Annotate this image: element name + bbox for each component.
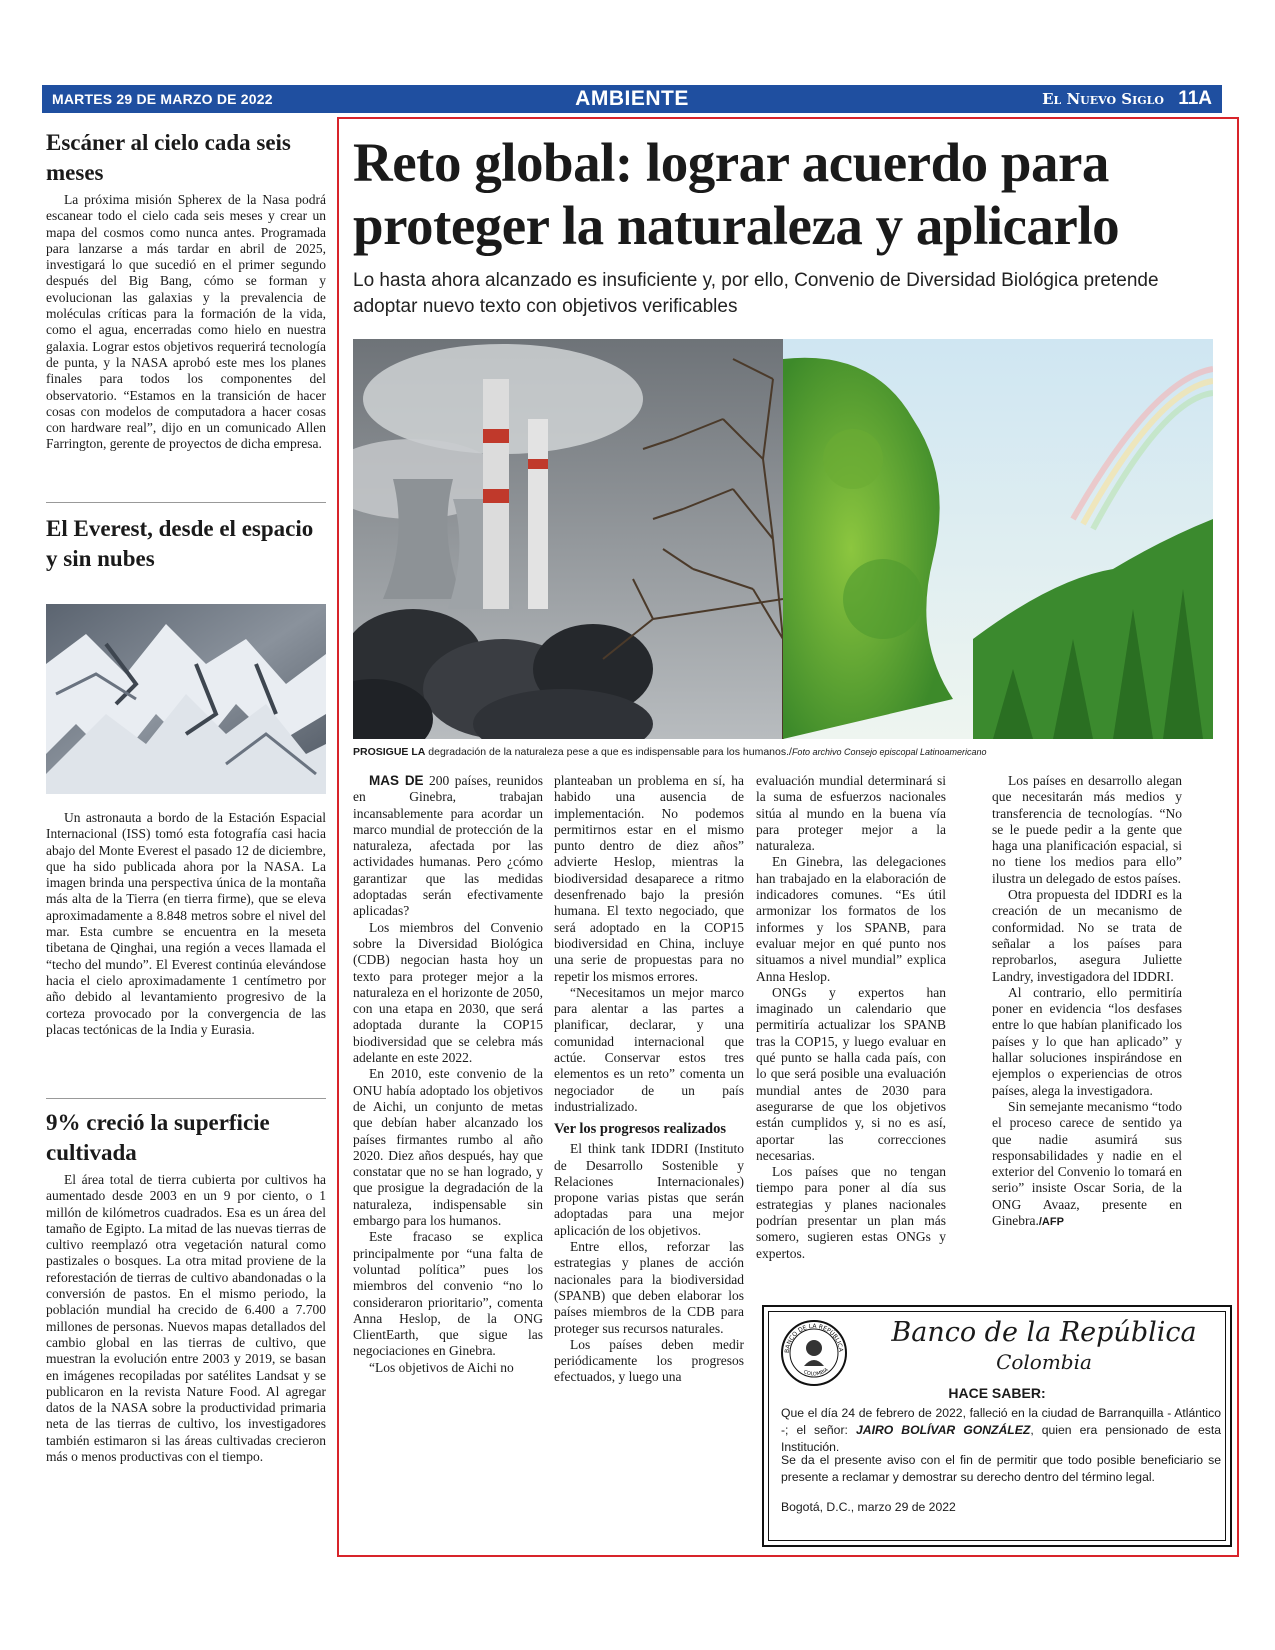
caption-lead: PROSIGUE LA xyxy=(353,746,426,758)
article-paragraph: Los países que no tengan tiempo para poner al día sus estrategias y planes nacionales podrían presentar un plan más somero, sugieren estas ONGs y expertos. xyxy=(756,1164,946,1261)
article-paragraph: ONGs y expertos han imaginado un calendario que permitiría actualizar los SPANB tras la COP15, y luego evaluar en qué punto se halla cada país, con lo que será posible una evaluación mundial antes de 2030 para asegurarse de que los objetivos están cumplidos y, si no es así, aportar las correcciones necesarias. xyxy=(756,984,946,1163)
article-headline: Reto global: lograr acuerdo para proteger la naturaleza y aplicarlo xyxy=(353,132,1120,256)
caption-text: degradación de la naturaleza pese a que es indispensable para los humanos./ xyxy=(428,746,792,758)
article-paragraph: evaluación mundial determinará si la suma de esfuerzos nacionales sitúa al mundo en la buena vía para proteger mejor a la naturaleza. xyxy=(756,773,946,854)
article-paragraph: Este fracaso se explica principalmente por “una falta de voluntad política” pues los miembros del convenio “no lo consideraron prioritario”, comenta Anna Heslop, de la ONG ClientEarth, que sigue las negociaciones en Ginebra. xyxy=(353,1229,543,1359)
article-column-4 xyxy=(992,773,1182,1230)
article-paragraph: Los países en desarrollo alegan que necesitarán más medios y transferencia de tecnologías. “No se le puede pedir a la gente que haga una planificación espacial, si no tiene los medios para ello” ilustra un delegado de estos países. xyxy=(992,773,1182,886)
article-paragraph: “Necesitamos un mejor marco para alentar a las partes a planificar, declarar, y una comunidad internacional que actúe. Conservar estos tres elementos es un reto” comenta un negociador de un país industrializado. xyxy=(554,984,744,1114)
notice-date: Bogotá, D.C., marzo 29 de 2022 xyxy=(781,1500,956,1514)
article-paragraph: Entre ellos, reforzar las estrategias y planes de acción nacionales para la biodiversidad (SPANB) que deben elaborar los países miembros de la CDB para proteger sus recursos naturales. xyxy=(554,1239,744,1336)
bank-country: Colombia xyxy=(996,1350,1092,1374)
everest-photo xyxy=(46,604,326,794)
article-subhead: Ver los progresos realizados xyxy=(554,1121,726,1138)
bank-notice xyxy=(762,1305,1232,1547)
deceased-name: JAIRO BOLÍVAR GONZÁLEZ xyxy=(855,1423,1031,1437)
page-header xyxy=(42,85,1222,113)
notice-paragraph: Que el día 24 de febrero de 2022, falleció en la ciudad de Barranquilla - Atlántico -; el señor: JAIRO BOLÍVAR GONZÁLEZ, quien era pensionado de esta Institución. xyxy=(781,1406,1222,1454)
article-deck: Lo hasta ahora alcanzado es insuficiente y, por ello, Convenio de Diversidad Biológica pretende adoptar nuevo texto con objetivos verificables xyxy=(353,270,1159,317)
article-column-3 xyxy=(756,773,946,1262)
notice-heading: HACE SABER: xyxy=(948,1385,1046,1401)
sidebar-story3-title: 9% creció la superficie cultivada xyxy=(46,1110,270,1165)
notice-border xyxy=(768,1311,1226,1541)
notice-paragraph: Se da el presente aviso con el fin de permitir que todo posible beneficiario se presente a reclamar y demostrar su derecho dentro del término legal. xyxy=(781,1453,1221,1484)
sidebar-story2-title: El Everest, desde el espacio y sin nubes xyxy=(46,516,314,571)
sidebar-story3-body: El área total de tierra cubierta por cultivos ha aumentado desde 2003 en un 9 por ciento, o 1 millón de kilómetros cuadrados. Esa es un área del tamaño de Egipto. La mitad de las nuevas tierras de cultivo reemplazó otra vegetación natural como pastizales o bosques. La otra mitad proviene de la reforestación de tierras de cultivo abandonadas o la conversión de pastos. En el mismo periodo, la población mundial ha crecido de 6.400 a 7.700 millones de personas. Nuevos mapas detallados del cambio global en las tierras de cultivo, que muestran la evolución entre 2003 y 2019, se basan en imágenes recopiladas por satélites Landsat y se publicaron en la revista Nature Food. Al agregar datos de la NASA sobre la productividad primaria neta de las tierras de cultivo, los investigadores también estimaron si las áreas cultivadas crecieron más o menos productivas con el tiempo. xyxy=(46,1172,326,1465)
article-paragraph: planteaban un problema en sí, ha habido una ausencia de implementación. No podemos permitirnos estar en el mismo punto dentro de diez años” advierte Heslop, mientras la biodiversidad desaparece a ritmo desenfrenado bajo la presión humana. El texto negociado, que será adoptado en la COP15 biodiversidad en China, incluye una serie de propuestas para no repetir los mismos errores. xyxy=(554,773,744,984)
article-paragraph: Los países deben medir periódicamente los progresos efectuados, y luego una xyxy=(554,1336,744,1385)
caption-credit: Foto archivo Consejo episcopal Latinoamericano xyxy=(791,747,987,757)
article-paragraph: Al contrario, ello permitiría poner en evidencia “los desfases entre lo que habían planificado los países y lo que han aplicado” y hallar soluciones inspirándose en ejemplos o experiencias de otros países, alega la investigadora. xyxy=(992,984,1182,1098)
article-paragraph: En Ginebra, las delegaciones han trabajado en la elaboración de indicadores comunes. “Es útil armonizar los formatos de los informes y los SPANB, para evaluar mejor en qué punto nos situamos a nivel mundial” explica Anna Heslop. xyxy=(756,854,946,984)
main-illustration xyxy=(353,339,1213,739)
bank-seal-icon xyxy=(779,1318,849,1388)
article-paragraph: “Los objetivos de Aichi no xyxy=(369,1359,514,1375)
article-column-1 xyxy=(353,773,543,1376)
svg-text:COLOMBIA xyxy=(802,1367,830,1378)
article-paragraph: En 2010, este convenio de la ONU había adoptado los objetivos de Aichi, un conjunto de metas que debían haber alcanzado los países firmantes rumbo al año 2020. Diez años después, hay que constatar que no se han logrado, y que prosigue la degradación de la naturaleza, indispensable sin embargo para los humanos. xyxy=(353,1066,543,1229)
sidebar-story1-body: La próxima misión Spherex de la Nasa podrá escanear todo el cielo cada seis meses y crear un mapa del cosmos como nunca antes. Programada para lanzarse a más tardar en abril de 2025, investigará lo que sucedió en el primer segundo después del Big Bang, cómo se forman y evolucionan las galaxias y la prevalencia de moléculas críticas para la formación de la vida, como el agua, encerradas como hielo en nuestra galaxia. Lograr estos objetivos requerirá tecnología de punta, y la NASA aprobó este mes los planes finales para todos los componentes del observatorio. “Estamos en la transición de hacer cosas con modelos de computadora a hacer cosas con hardware real”, dijo en un comunicado Allen Farrington, gerente de proyectos de dicha empresa. xyxy=(46,192,326,452)
seal-text-top: BANCO DE LA REPÚBLICA xyxy=(783,1322,845,1354)
article-paragraph: Otra propuesta del IDDRI es la creación de un mecanismo de conformidad. No se trata de señalar a los países para reprobarlos, asegura Juliette Landry, investigadora del IDDRI. xyxy=(992,887,1182,984)
article-credit: /AFP xyxy=(1038,1216,1064,1229)
sidebar-divider xyxy=(46,1098,326,1099)
sidebar-story2-body: Un astronauta a bordo de la Estación Espacial Internacional (ISS) tomó esta fotografía casi hacia abajo del Monte Everest el pasado 12 de diciembre, que ha sido publicada ahora por la NASA. La imagen brinda una perspectiva única de la montaña más alta de la Tierra (en tierra firme), que se eleva aproximadamente a 8.848 metros sobre el nivel del mar. Esta cumbre se encuentra en la meseta tibetana de Qinghai, una región a veces llamada el “techo del mundo”. El Everest continúa elevándose hacia el cielo aproximadamente 1 centímetro por año debido al levantamiento progresivo de la corteza provocado por la convergencia de las placas tectónicas de la India y Eurasia. xyxy=(46,810,326,1037)
article-lead: MAS DE xyxy=(369,773,424,788)
sidebar-divider xyxy=(46,502,326,503)
article-paragraph: 200 países, reunidos en Ginebra, trabajan incansablemente para acordar un marco mundial de protección de la naturaleza, afectada por las actividades humanas. Pero ¿cómo garantizar que las medidas adoptadas serán efectivamente aplicadas? xyxy=(353,773,543,919)
seal-text-bottom: COLOMBIA xyxy=(802,1366,830,1378)
newspaper-name: El Nuevo Siglo xyxy=(1042,90,1164,108)
page-number: 11A xyxy=(1178,88,1212,109)
bank-name: Banco de la República xyxy=(891,1317,1197,1348)
section-name: AMBIENTE xyxy=(575,87,689,110)
issue-date: MARTES 29 DE MARZO DE 2022 xyxy=(52,91,273,107)
photo-caption xyxy=(353,745,1213,759)
article-paragraph: Sin semejante mecanismo “todo el proceso carece de sentido ya que nadie asumirá sus responsabilidades y nadie en el exterior del Convenio lo tomará en serio” insiste Oscar Soria, de la ONG Avaaz, presente en Ginebra. xyxy=(992,1098,1182,1229)
sidebar-story1-title: Escáner al cielo cada seis meses xyxy=(46,130,291,185)
article-paragraph: Los miembros del Convenio sobre la Diversidad Biológica (CDB) negocian hasta hoy un texto para proteger mejor a la naturaleza en el horizonte de 2050, con una etapa en 2030, que será adoptada durante la COP15 biodiversidad que se celebra más adelante en este 2022. xyxy=(353,919,543,1066)
article-column-2 xyxy=(554,773,744,1386)
article-paragraph: El think tank IDDRI (Instituto de Desarrollo Sostenible y Relaciones Internacionales) propone varias pistas que serán adoptadas para una mejor aplicación de los objetivos. xyxy=(554,1141,744,1238)
